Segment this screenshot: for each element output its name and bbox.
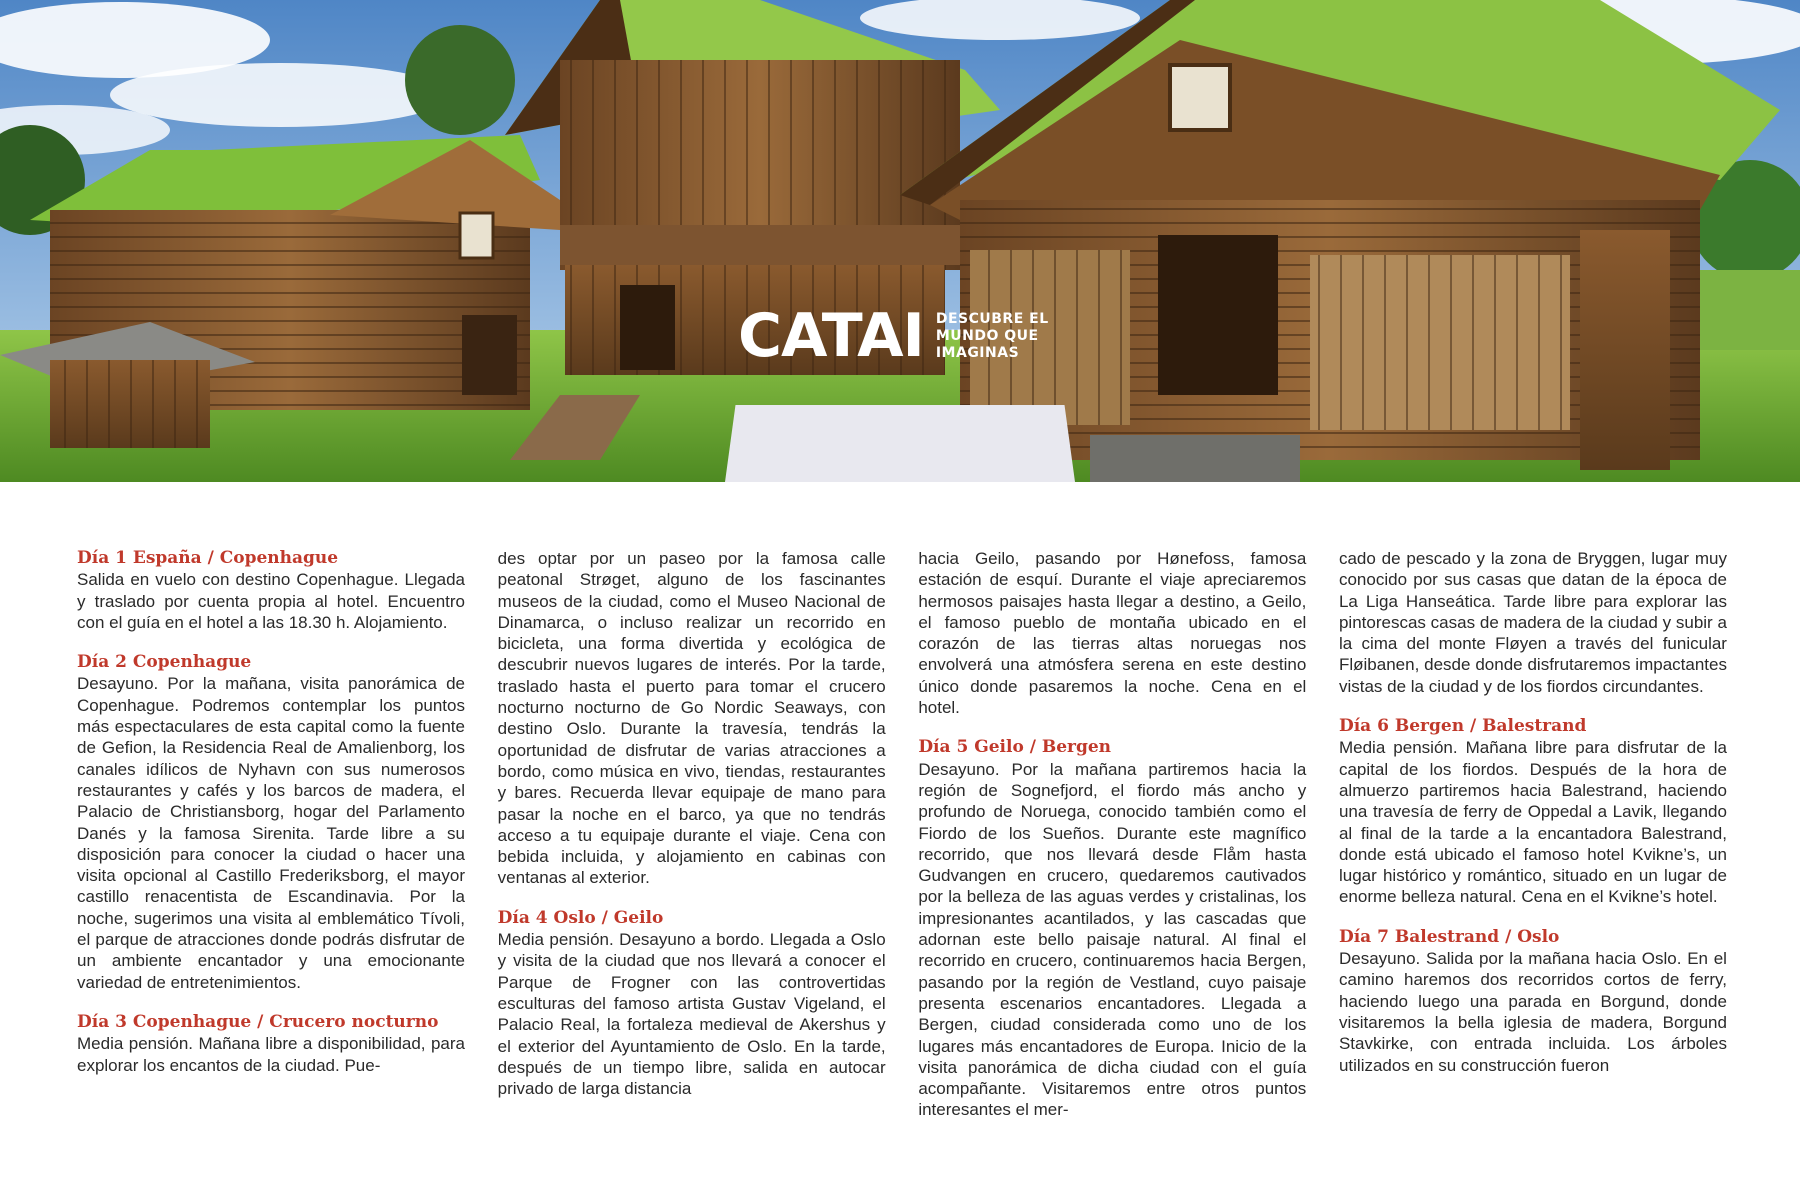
day-text: Desayuno. Salida por la mañana hacia Oslo. En el camino haremos dos recorridos cortos de ferry, haciendo luego una parada en Borgund, donde visitaremos la bella iglesia de madera, Borgund Stavkirke, con entrada incluida. Los árboles utilizados en su construcción fueron [1338,949,1727,1075]
day-text: Media pensión. Mañana libre para disfrutar de la capital de los fiordos. Después de la hora de almuerzo partiremos hacia Balestrand, haciendo una travesía de ferry de Oppedal a Lavik, llegando al final de la tarde a la encantadora Balestrand, donde está ubicado el famoso hotel Kvikne’s, un lugar histórico y romántico, situado en un lugar de enorme belleza natural. Cena en el Kvikne’s hotel. [1338,738,1727,907]
day-heading: Día 4 Oslo / Geilo [497,907,664,928]
day-text: Desayuno. Por la mañana partiremos hacia la región de Sognefjord, el fiordo más ancho y profundo de Noruega, conocido también como el Fiordo de los Sueños. Durante este magnífico recorrido, que nos llevará desde Flåm hasta Gudvangen en crucero, quedaremos cautivados por la belleza de las aguas verdes y cristalinas, los impresionantes acantilados, y las cascadas que adornan este bello paisaje natural. Al final el recorrido en crucero, continuaremos hacia Bergen, pasando por la región de Vestland, cuyo paisaje presenta escenarios encantadores. Llegada a Bergen, ciudad considerada como uno de los lugares más encantadores de Europa. Inicio de la visita panorámica de dicha ciudad con el guía acompañante. Visitaremos entre otros puntos interesantes el mer- [918,759,1307,1120]
day-text: des optar por un paseo por la famosa calle peatonal Strøget, alguno de los fascinantes museos de la ciudad, como el Museo Nacional de Dinamarca, o incluso realizar un recorrido en bicicleta, una forma divertida y ecológica de descubrir nuevos lugares de interés. Por la tarde, traslado hasta el puerto para tomar el crucero nocturno nocturno de Go Nordic Seaways, con destino Oslo. Durante la travesía, tendrás la oportunidad de disfrutar de varias atracciones a bordo, como música en vivo, tiendas, restaurantes y bares. Recuerda llevar equipaje de mano para pasar la noche en el barco, ya que no tendrás acceso a tu equipaje durante el viaje. Cena con bebida incluida, y alojamiento en cabinas con ventanas al exterior. [497,549,886,888]
day-text: Media pensión. Mañana libre a disponibilidad, para explorar los encantos de la ciudad. Pue- [77,1034,465,1075]
day-heading: Día 6 Bergen / Balestrand [1338,716,1587,737]
day-heading: Día 2 Copenhague [77,652,252,673]
catai-logo [738,301,1076,371]
day-text: Salida en vuelo con destino Copenhague. Llegada y traslado por cuenta propia al hotel. Encuentro con el guía en el hotel a las 18.30 h. Alojamiento. [77,570,465,632]
day-text: Desayuno. Por la mañana, visita panorámica de Copenhague. Podremos contemplar los puntos más espectaculares de esta capital como la fuente de Gefion, la Residencia Real de Amalienborg, los canales idílicos de Nyhavn con sus numerosos restaurantes y cafés y los barcos de madera, el Palacio de Christiansborg, hogar del Parlamento Danés y la famosa Sirenita. Tarde libre a su disposición para conocer la ciudad o hacer una visita opcional al Castillo Frederiksborg, el mayor castillo renacentista de Escandinavia. Por la noche, sugerimos una visita al emblemático Tívoli, el parque de atracciones donde podrás disfrutar de un ambiente encantador y una emocionante variedad de entretenimientos. [77,674,465,992]
day-text: hacia Geilo, pasando por Hønefoss, famosa estación de esquí. Durante el viaje apreciaremos hermosos paisajes hasta llegar a destino, a Geilo, el famoso pueblo de montaña ubicado en el corazón de las tierras altas noruegas nos envolverá una atmósfera serena en este destino único donde pasaremos la noche. Cena en el hotel. [918,549,1307,718]
column-4 [1339,548,1727,1148]
day-heading: Día 5 Geilo / Bergen [918,737,1112,758]
column-3 [918,548,1306,1148]
day-heading: Día 7 Balestrand / Oslo [1338,926,1560,947]
itinerary-columns [77,548,1727,1148]
column-1 [77,548,465,1148]
brand-tagline: DESCUBRE EL MUNDO QUE IMAGINAS [935,310,1049,361]
day-heading: Día 1 España / Copenhague [77,548,339,568]
brand-name: CATAI [738,301,924,371]
day-text: Media pensión. Desayuno a bordo. Llegada a Oslo y visita de la ciudad que nos llevará a conocer el Parque de Frogner con las controvertidas esculturas del famoso artista Gustav Vigeland, el Palacio Real, la fortaleza medieval de Akershus y el exterior del Ayuntamiento de Oslo. En la tarde, después de un tiempo libre, salida en autocar privado de larga distancia [497,930,886,1099]
header-tab-shape [725,405,1075,482]
day-text: cado de pescado y la zona de Bryggen, lugar muy conocido por sus casas que datan de la época de La Liga Hanseática. Tarde libre para explorar las pintorescas casas de madera de la ciudad y subir a la cima del monte Fløyen a través del funicular Fløibanen, desde donde disfrutaremos impactantes vistas de la ciudad y de los fiordos circundantes. [1338,549,1727,696]
column-2 [498,548,886,1148]
day-heading: Día 3 Copenhague / Crucero nocturno [77,1011,439,1032]
